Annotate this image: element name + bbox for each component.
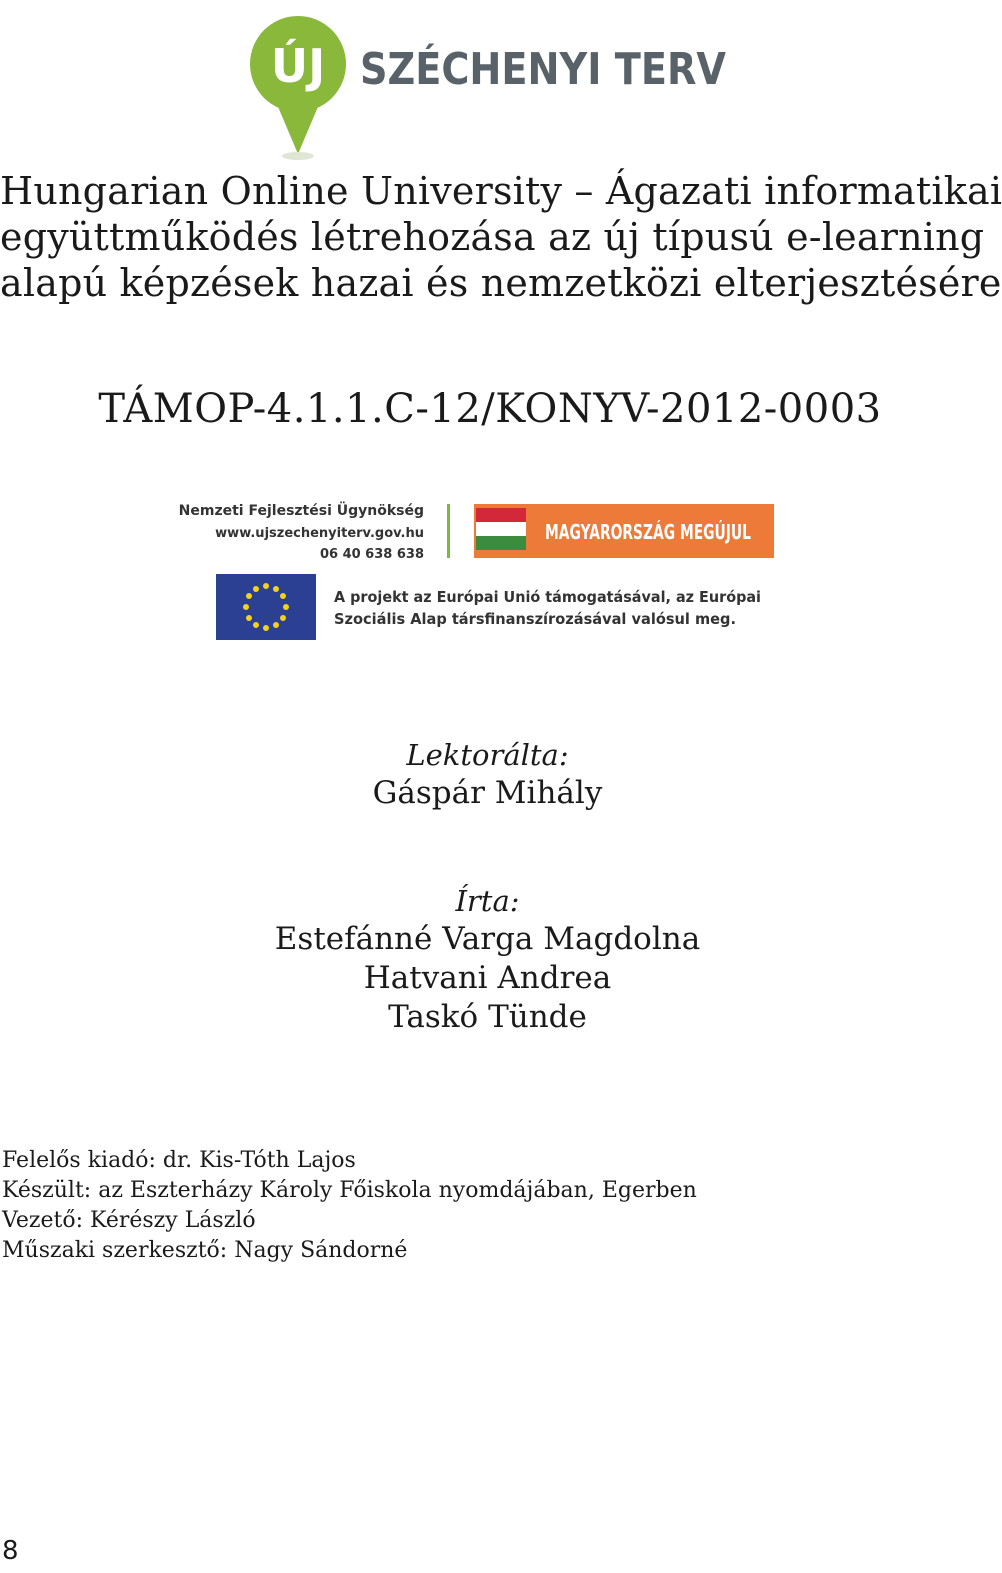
author-name: Estefánné Varga Magdolna: [274, 921, 701, 957]
credit-line: Vezető: Kérészy László: [2, 1208, 256, 1233]
document-title: [0, 168, 1002, 306]
logo-badge-text: ÚJ: [270, 39, 326, 93]
author-name: Taskó Tünde: [388, 999, 587, 1035]
reviewer-label: Lektorálta:: [406, 738, 569, 772]
title-line: együttműködés létrehozása az új típusú e-learning: [0, 215, 985, 259]
uj-szechenyi-terv-logo: [248, 12, 782, 162]
eu-support-line-2: Szociális Alap társfinanszírozásával valósul meg.: [334, 610, 736, 628]
credit-line: Készült: az Eszterházy Károly Főiskola nyomdájában, Egerben: [2, 1178, 697, 1203]
reviewer-name: Gáspár Mihály: [372, 775, 603, 811]
divider-line: [447, 504, 450, 558]
eu-support-line-1: A projekt az Európai Unió támogatásával, az Európai: [334, 588, 761, 606]
credit-line: Felelős kiadó: dr. Kis-Tóth Lajos: [2, 1148, 356, 1173]
credit-line: Műszaki szerkesztő: Nagy Sándorné: [2, 1238, 408, 1263]
eu-flag-icon: [216, 574, 316, 640]
agency-phone: 06 40 638 638: [319, 547, 424, 562]
title-line: Hungarian Online University – Ágazati informatikai: [0, 169, 1002, 213]
funding-logos: [178, 498, 774, 648]
page-number: 8: [2, 1536, 19, 1566]
agency-url: www.ujszechenyiterv.gov.hu: [215, 526, 424, 541]
authors-label: Írta:: [455, 884, 520, 918]
author-name: Hatvani Andrea: [363, 960, 612, 996]
publication-credits: [2, 1146, 697, 1266]
title-line: alapú képzések hazai és nemzetközi elterjesztésére: [0, 261, 1002, 305]
slogan-text: MAGYARORSZÁG MEGÚJUL: [545, 520, 752, 544]
project-code: TÁMOP-4.1.1.C-12/KONYV-2012-0003: [98, 386, 882, 432]
logo-brand-text: SZÉCHENYI TERV: [360, 44, 782, 95]
agency-name: Nemzeti Fejlesztési Ügynökség: [178, 503, 424, 519]
